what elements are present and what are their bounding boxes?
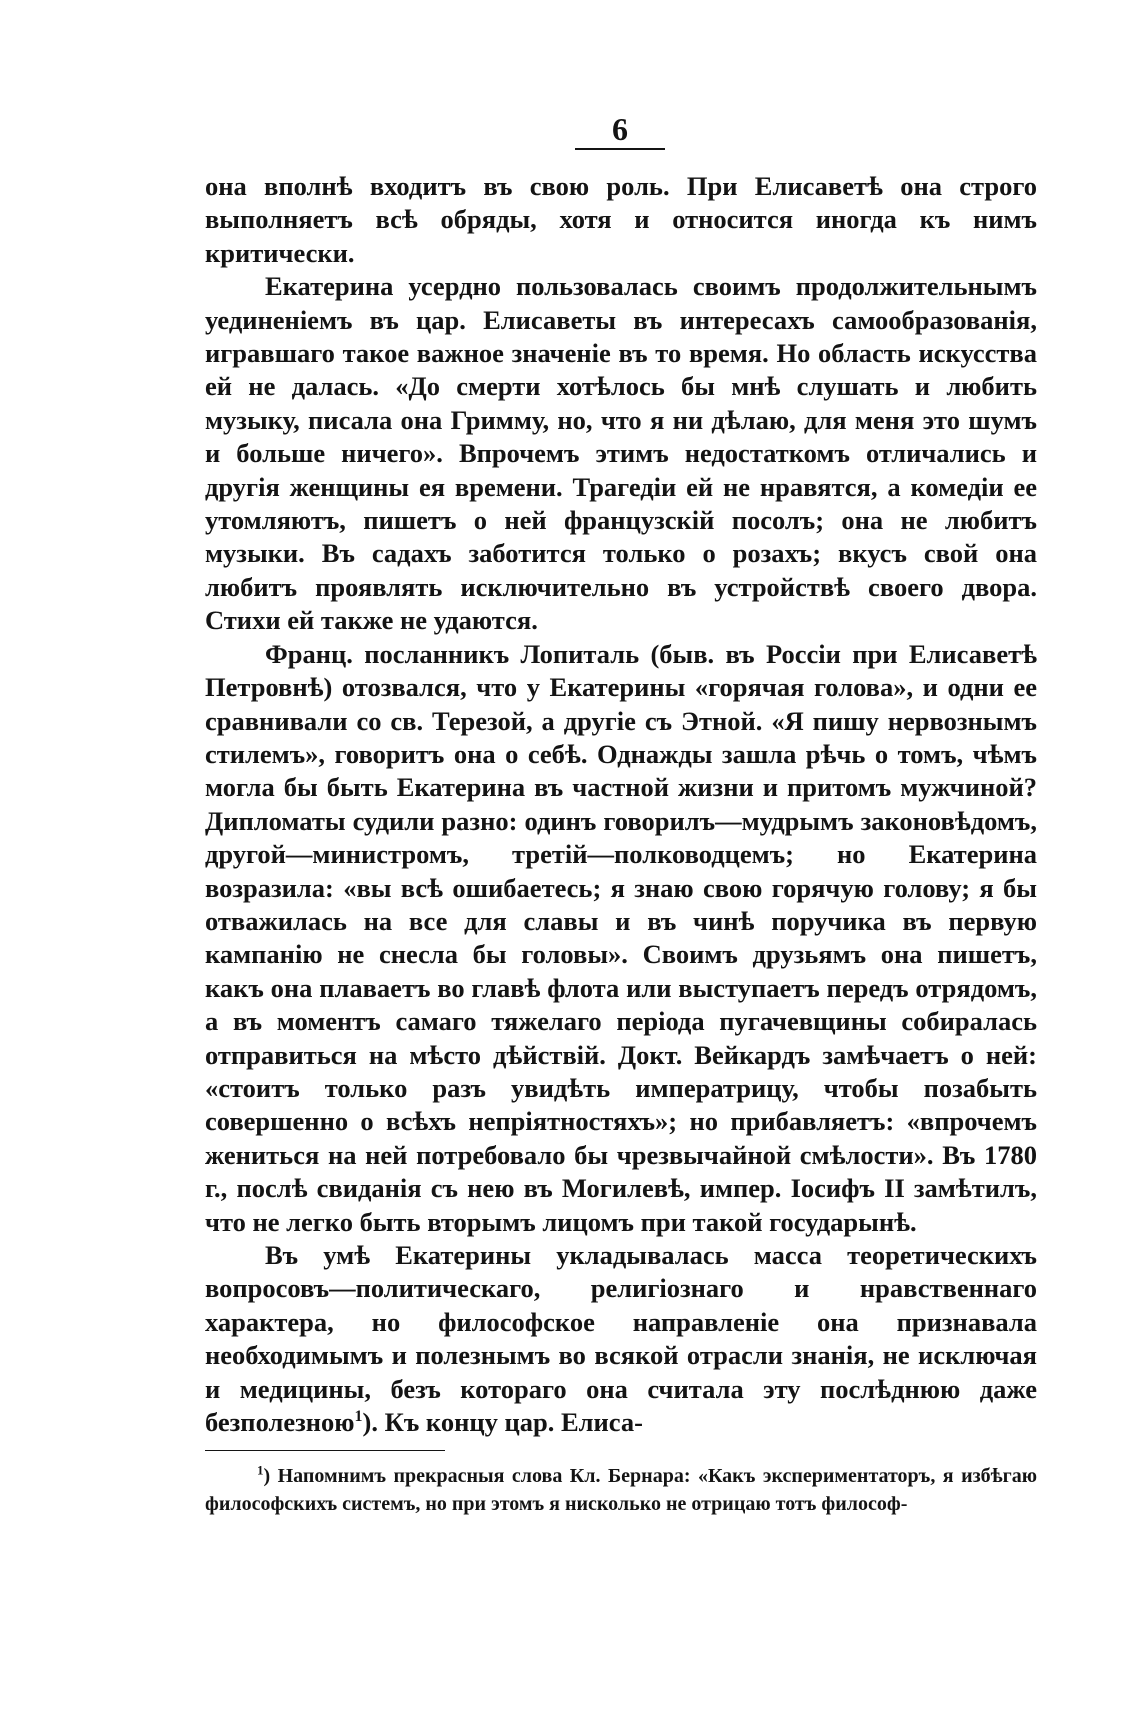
main-text <box>205 170 1037 1439</box>
footnote-marker: 1 <box>257 1462 264 1478</box>
paragraph-1 <box>205 170 1037 270</box>
page-number-rule <box>575 148 665 150</box>
paragraph-3-text: Франц. посланникъ Лопиталь (быв. въ Россіи при Елисаветѣ Петровнѣ) отозвался, что у Екатерины «горячая голова», и одни ее сравнивали со св. Терезой, а другіе съ Этной. «Я пишу нервознымъ стилемъ», говоритъ она о себѣ. Однажды зашла рѣчь о томъ, чѣмъ могла бы быть Екатерина въ частной жизни и притомъ мужчиной? Дипломаты судили разно: одинъ говорилъ—мудрымъ законовѣдомъ, другой—министромъ, третій—полководцемъ; но Екатерина возразила: «вы всѣ ошибаетесь; я знаю свою горячую голову; я бы отважилась на все для славы и въ чинѣ поручика въ первую кампанію не снесла бы головы». Своимъ друзьямъ она пишетъ, какъ она плаваетъ во главѣ флота или выступаетъ передъ отрядомъ, а въ моментъ самаго тяжелаго періода пугачевщины собиралась отправиться на мѣсто дѣйствій. Докт. Вейкардъ замѣчаетъ о ней: «стоитъ только разъ увидѣть императрицу, чтобы позабыть совершенно о всѣхъ непріятностяхъ»; но прибавляетъ: «впрочемъ жениться на ней потребовало бы чрезвычайной смѣлости». Въ 1780 г., послѣ свиданія съ нею въ Могилевѣ, импер. Іосифъ II замѣтилъ, что не легко быть вторымъ лицомъ при такой государынѣ. <box>205 638 1037 1237</box>
paragraph-4-text: Въ умѣ Екатерины укладывалась масса теоретическихъ вопросовъ—политическаго, религіознаго и нравственнаго характера, но философское направленіе она признавала необходимымъ и полезнымъ во всякой отрасли знанія, не исключая и медицины, безъ котораго она считала эту послѣднюю даже безполезною <box>205 1240 1037 1438</box>
footnote-reference-marker: 1 <box>354 1408 363 1426</box>
paragraph-1-text: она вполнѣ входитъ въ свою роль. При Елисаветѣ она строго выполняетъ всѣ обряды, хотя и относится иногда къ нимъ критически. <box>205 171 1037 268</box>
paragraph-2 <box>205 270 1037 637</box>
footnote-text: ) Напомнимъ прекрасныя слова Кл. Бернара: «Какъ экспериментаторъ, я избѣгаю философскихъ системъ, но при этомъ я нисколько не отрицаю тотъ философ- <box>205 1465 1037 1515</box>
paragraph-4-tail: ). Къ концу цар. Елиса- <box>362 1407 643 1438</box>
paragraph-2-text: Екатерина усердно пользовалась своимъ продолжительнымъ уединеніемъ въ цар. Елисаветы въ интересахъ самообразованія, игравшаго такое важное значеніе въ то время. Но область искусства ей не далась. «До смерти хотѣлось бы мнѣ слушать и любить музыку, писала она Гримму, но, что я ни дѣлаю, для меня это шумъ и больше ничего». Впрочемъ этимъ недостаткомъ отличались и другія женщины ея времени. Трагедіи ей не нравятся, а комедіи ее утомляютъ, пишетъ о ней французскій посолъ; она не любитъ музыки. Въ садахъ заботится только о розахъ; вкусъ свой она любитъ проявлять исключительно въ устройствѣ своего двора. Стихи ей также не удаются. <box>205 271 1037 636</box>
footnote <box>205 1462 1037 1518</box>
paragraph-3 <box>205 638 1037 1239</box>
paragraph-4 <box>205 1239 1037 1439</box>
footnote-separator <box>205 1450 445 1451</box>
page-header <box>570 112 670 150</box>
page-number: 6 <box>612 111 628 147</box>
